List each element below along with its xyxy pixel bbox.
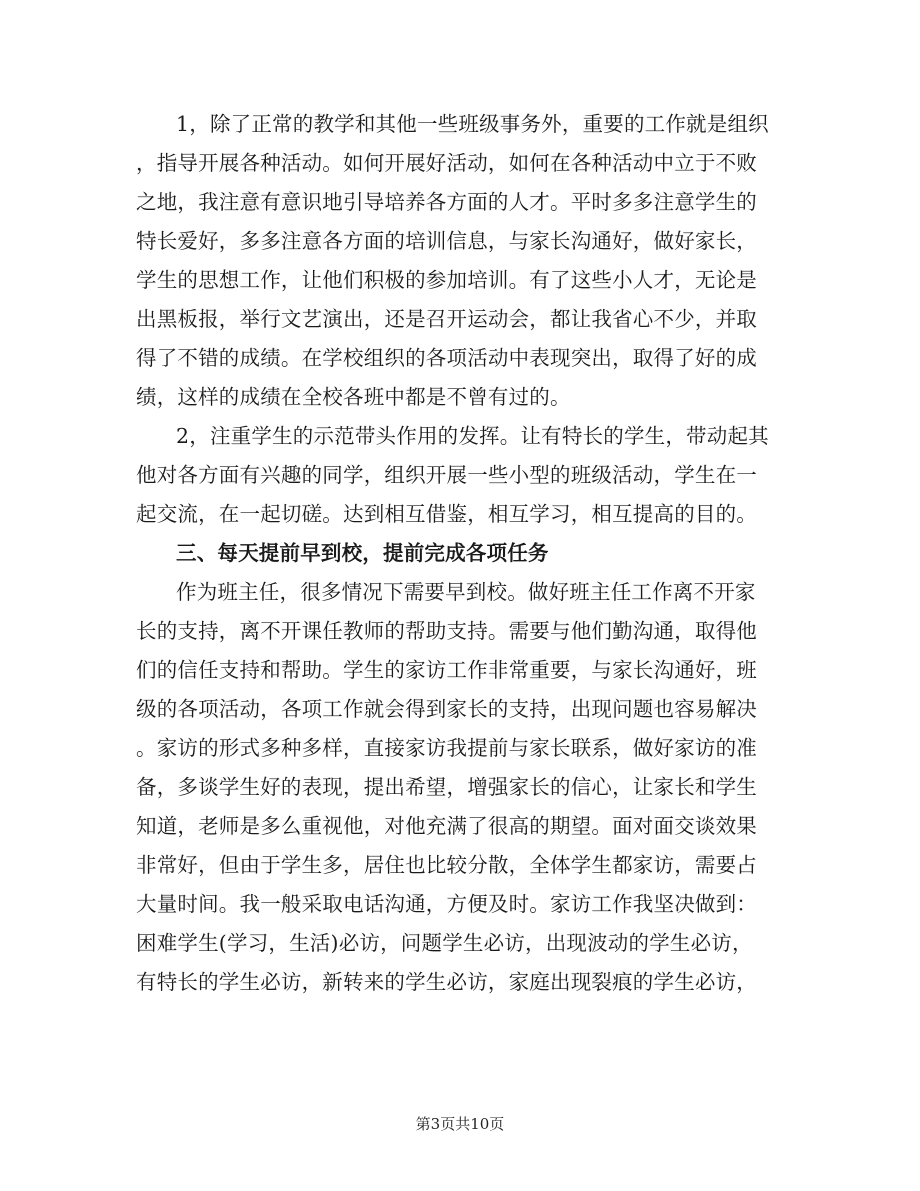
paragraph-3-line-1: 作为班主任，很多情况下需要早到校。做好班主任工作离不开家 — [176, 580, 756, 604]
paragraph-3-line-2: 长的支持，离不开课任教师的帮助支持。需要与他们勤沟通，取得他 — [136, 619, 757, 643]
page-number-footer: 第3页共10页 — [415, 1115, 505, 1133]
paragraph-3-line-9: 大量时间。我一般采取电话沟通，方便及时。家访工作我坚决做到： — [136, 892, 757, 916]
paragraph-3-line-3: 们的信任支持和帮助。学生的家访工作非常重要，与家长沟通好，班 — [136, 658, 757, 682]
paragraph-3-line-11: 有特长的学生必访，新转来的学生必访，家庭出现裂痕的学生必访， — [136, 970, 757, 994]
section-heading: 三、每天提前早到校，提前完成各项任务 — [176, 541, 549, 565]
paragraph-1-line-7: 得了不错的成绩。在学校组织的各项活动中表现突出，取得了好的成 — [136, 346, 757, 370]
paragraph-3-line-5: 。家访的形式多种多样，直接家访我提前与家长联系，做好家访的准 — [136, 736, 757, 760]
paragraph-3-line-6: 备，多谈学生好的表现，提出希望，增强家长的信心，让家长和学生 — [136, 775, 757, 799]
paragraph-2-line-3: 起交流，在一起切磋。达到相互借鉴，相互学习，相互提高的目的。 — [136, 502, 757, 526]
paragraph-1-line-2: ，指导开展各种活动。如何开展好活动，如何在各种活动中立于不败 — [136, 151, 757, 175]
paragraph-3-line-10: 困难学生(学习，生活)必访，问题学生必访，出现波动的学生必访， — [136, 931, 753, 955]
paragraph-1-line-3: 之地，我注意有意识地引导培养各方面的人才。平时多多注意学生的 — [136, 190, 757, 214]
paragraph-1-line-6: 出黑板报，举行文艺演出，还是召开运动会，都让我省心不少，并取 — [136, 307, 757, 331]
paragraph-3-line-4: 级的各项活动，各项工作就会得到家长的支持，出现问题也容易解决 — [136, 697, 757, 721]
paragraph-1-line-5: 学生的思想工作，让他们积极的参加培训。有了这些小人才，无论是 — [136, 268, 757, 292]
paragraph-1-line-1: 1，除了正常的教学和其他一些班级事务外，重要的工作就是组织 — [176, 112, 769, 136]
paragraph-2-line-1: 2，注重学生的示范带头作用的发挥。让有特长的学生，带动起其 — [176, 424, 769, 448]
paragraph-1-line-4: 特长爱好，多多注意各方面的培训信息，与家长沟通好，做好家长， — [136, 229, 757, 253]
paragraph-2-line-2: 他对各方面有兴趣的同学，组织开展一些小型的班级活动，学生在一 — [136, 463, 757, 487]
paragraph-3-line-7: 知道，老师是多么重视他，对他充满了很高的期望。面对面交谈效果 — [136, 814, 757, 838]
paragraph-1-line-8: 绩，这样的成绩在全校各班中都是不曾有过的。 — [136, 385, 571, 409]
paragraph-3-line-8: 非常好，但由于学生多，居住也比较分散，全体学生都家访，需要占 — [136, 853, 757, 877]
